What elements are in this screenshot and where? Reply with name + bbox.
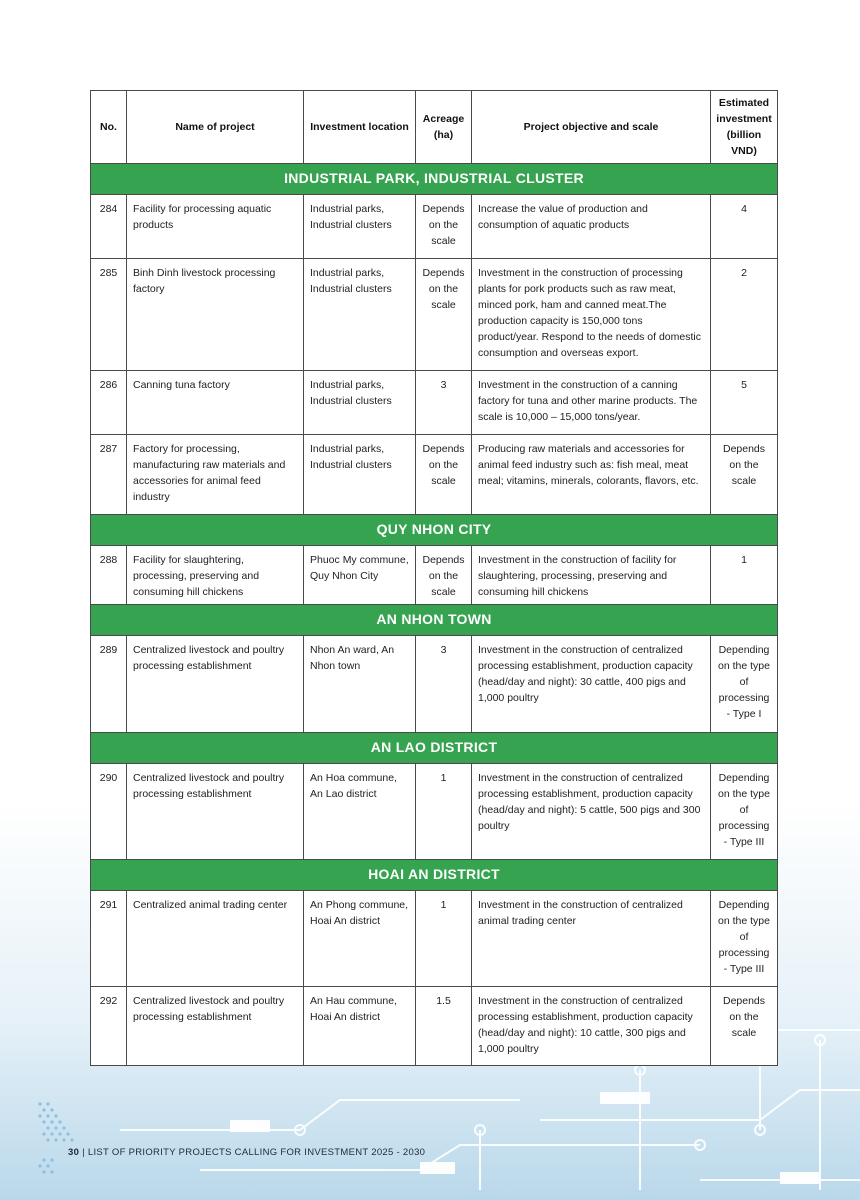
- footer-separator: |: [82, 1147, 85, 1158]
- cell-location: Nhon An ward, An Nhon town: [304, 636, 416, 733]
- cell-location: An Hau commune, Hoai An district: [304, 987, 416, 1066]
- table-row: [91, 764, 778, 860]
- cell-objective: Investment in the construction of facility for slaughtering, processing, preserving and consuming hill chickens: [472, 546, 711, 605]
- table-row: [91, 636, 778, 733]
- cell-no: 288: [91, 546, 127, 605]
- header-location: Investment location: [304, 91, 416, 164]
- cell-no: 286: [91, 371, 127, 435]
- cell-investment: Depending on the type of processing - Type I: [711, 636, 778, 733]
- cell-objective: Investment in the construction of a canning factory for tuna and other marine products. The scale is 10,000 – 15,000 tons/year.: [472, 371, 711, 435]
- cell-no: 284: [91, 195, 127, 259]
- section-title: AN LAO DISTRICT: [91, 733, 778, 764]
- table-header-row: [91, 91, 778, 164]
- cell-acreage: Depends on the scale: [416, 195, 472, 259]
- header-investment: Estimated investment (billion VND): [711, 91, 778, 164]
- cell-name: Facility for slaughtering, processing, preserving and consuming hill chickens: [127, 546, 304, 605]
- cell-investment: 5: [711, 371, 778, 435]
- cell-acreage: 1.5: [416, 987, 472, 1066]
- cell-no: 292: [91, 987, 127, 1066]
- cell-acreage: 1: [416, 764, 472, 860]
- table-row: [91, 546, 778, 605]
- cell-location: Phuoc My commune, Quy Nhon City: [304, 546, 416, 605]
- cell-location: An Phong commune, Hoai An district: [304, 891, 416, 987]
- cell-objective: Producing raw materials and accessories for animal feed industry such as: fish meal, meat meal; vitamins, minerals, colorants, flavors, etc.: [472, 435, 711, 515]
- header-no: No.: [91, 91, 127, 164]
- cell-no: 290: [91, 764, 127, 860]
- header-acreage: Acreage (ha): [416, 91, 472, 164]
- section-header-quy-nhon-city: [91, 515, 778, 546]
- header-name: Name of project: [127, 91, 304, 164]
- table-row: [91, 435, 778, 515]
- section-header-industrial-park: [91, 164, 778, 195]
- page-footer: [68, 1147, 425, 1158]
- cell-name: Centralized livestock and poultry processing establishment: [127, 636, 304, 733]
- cell-investment: 4: [711, 195, 778, 259]
- cell-name: Facility for processing aquatic products: [127, 195, 304, 259]
- cell-investment: 1: [711, 546, 778, 605]
- cell-objective: Investment in the construction of centralized animal trading center: [472, 891, 711, 987]
- dot-pattern-decoration: [36, 1100, 80, 1180]
- cell-no: 291: [91, 891, 127, 987]
- cell-acreage: Depends on the scale: [416, 546, 472, 605]
- table-row: [91, 987, 778, 1066]
- section-title: QUY NHON CITY: [91, 515, 778, 546]
- page-number: 30: [68, 1147, 80, 1158]
- section-header-an-nhon-town: [91, 605, 778, 636]
- cell-acreage: 1: [416, 891, 472, 987]
- cell-location: Industrial parks, Industrial clusters: [304, 371, 416, 435]
- cell-name: Canning tuna factory: [127, 371, 304, 435]
- cell-objective: Increase the value of production and consumption of aquatic products: [472, 195, 711, 259]
- cell-name: Binh Dinh livestock processing factory: [127, 259, 304, 371]
- cell-location: Industrial parks, Industrial clusters: [304, 195, 416, 259]
- footer-title: LIST OF PRIORITY PROJECTS CALLING FOR INVESTMENT 2025 - 2030: [87, 1147, 426, 1158]
- cell-no: 287: [91, 435, 127, 515]
- cell-location: Industrial parks, Industrial clusters: [304, 259, 416, 371]
- header-objective: Project objective and scale: [472, 91, 711, 164]
- cell-objective: Investment in the construction of processing plants for pork products such as raw meat, minced pork, ham and canned meat.The production capacity is 150,000 tons product/year. Respond to the needs of domestic consumption and overseas export.: [472, 259, 711, 371]
- cell-name: Centralized animal trading center: [127, 891, 304, 987]
- cell-acreage: 3: [416, 636, 472, 733]
- cell-investment: Depending on the type of processing - Type III: [711, 891, 778, 987]
- section-header-an-lao-district: [91, 733, 778, 764]
- cell-location: An Hoa commune, An Lao district: [304, 764, 416, 860]
- table-row: [91, 195, 778, 259]
- section-title: INDUSTRIAL PARK, INDUSTRIAL CLUSTER: [91, 164, 778, 195]
- cell-objective: Investment in the construction of centralized processing establishment, production capacity (head/day and night): 5 cattle, 500 pigs and 300 poultry: [472, 764, 711, 860]
- section-title: HOAI AN DISTRICT: [91, 860, 778, 891]
- table-row: [91, 371, 778, 435]
- cell-name: Centralized livestock and poultry processing establishment: [127, 987, 304, 1066]
- cell-name: Factory for processing, manufacturing raw materials and accessories for animal feed industry: [127, 435, 304, 515]
- cell-location: Industrial parks, Industrial clusters: [304, 435, 416, 515]
- cell-investment: Depends on the scale: [711, 987, 778, 1066]
- section-header-hoai-an-district: [91, 860, 778, 891]
- cell-no: 285: [91, 259, 127, 371]
- cell-acreage: 3: [416, 371, 472, 435]
- cell-objective: Investment in the construction of centralized processing establishment, production capacity (head/day and night): 30 cattle, 400 pigs and 1,000 poultry: [472, 636, 711, 733]
- cell-investment: Depending on the type of processing - Type III: [711, 764, 778, 860]
- cell-acreage: Depends on the scale: [416, 259, 472, 371]
- cell-investment: 2: [711, 259, 778, 371]
- cell-name: Centralized livestock and poultry processing establishment: [127, 764, 304, 860]
- cell-acreage: Depends on the scale: [416, 435, 472, 515]
- table-row: [91, 259, 778, 371]
- section-title: AN NHON TOWN: [91, 605, 778, 636]
- table-row: [91, 891, 778, 987]
- cell-objective: Investment in the construction of centralized processing establishment, production capacity (head/day and night): 10 cattle, 300 pigs and 1,000 poultry: [472, 987, 711, 1066]
- priority-projects-table: [90, 90, 778, 1066]
- cell-no: 289: [91, 636, 127, 733]
- cell-investment: Depends on the scale: [711, 435, 778, 515]
